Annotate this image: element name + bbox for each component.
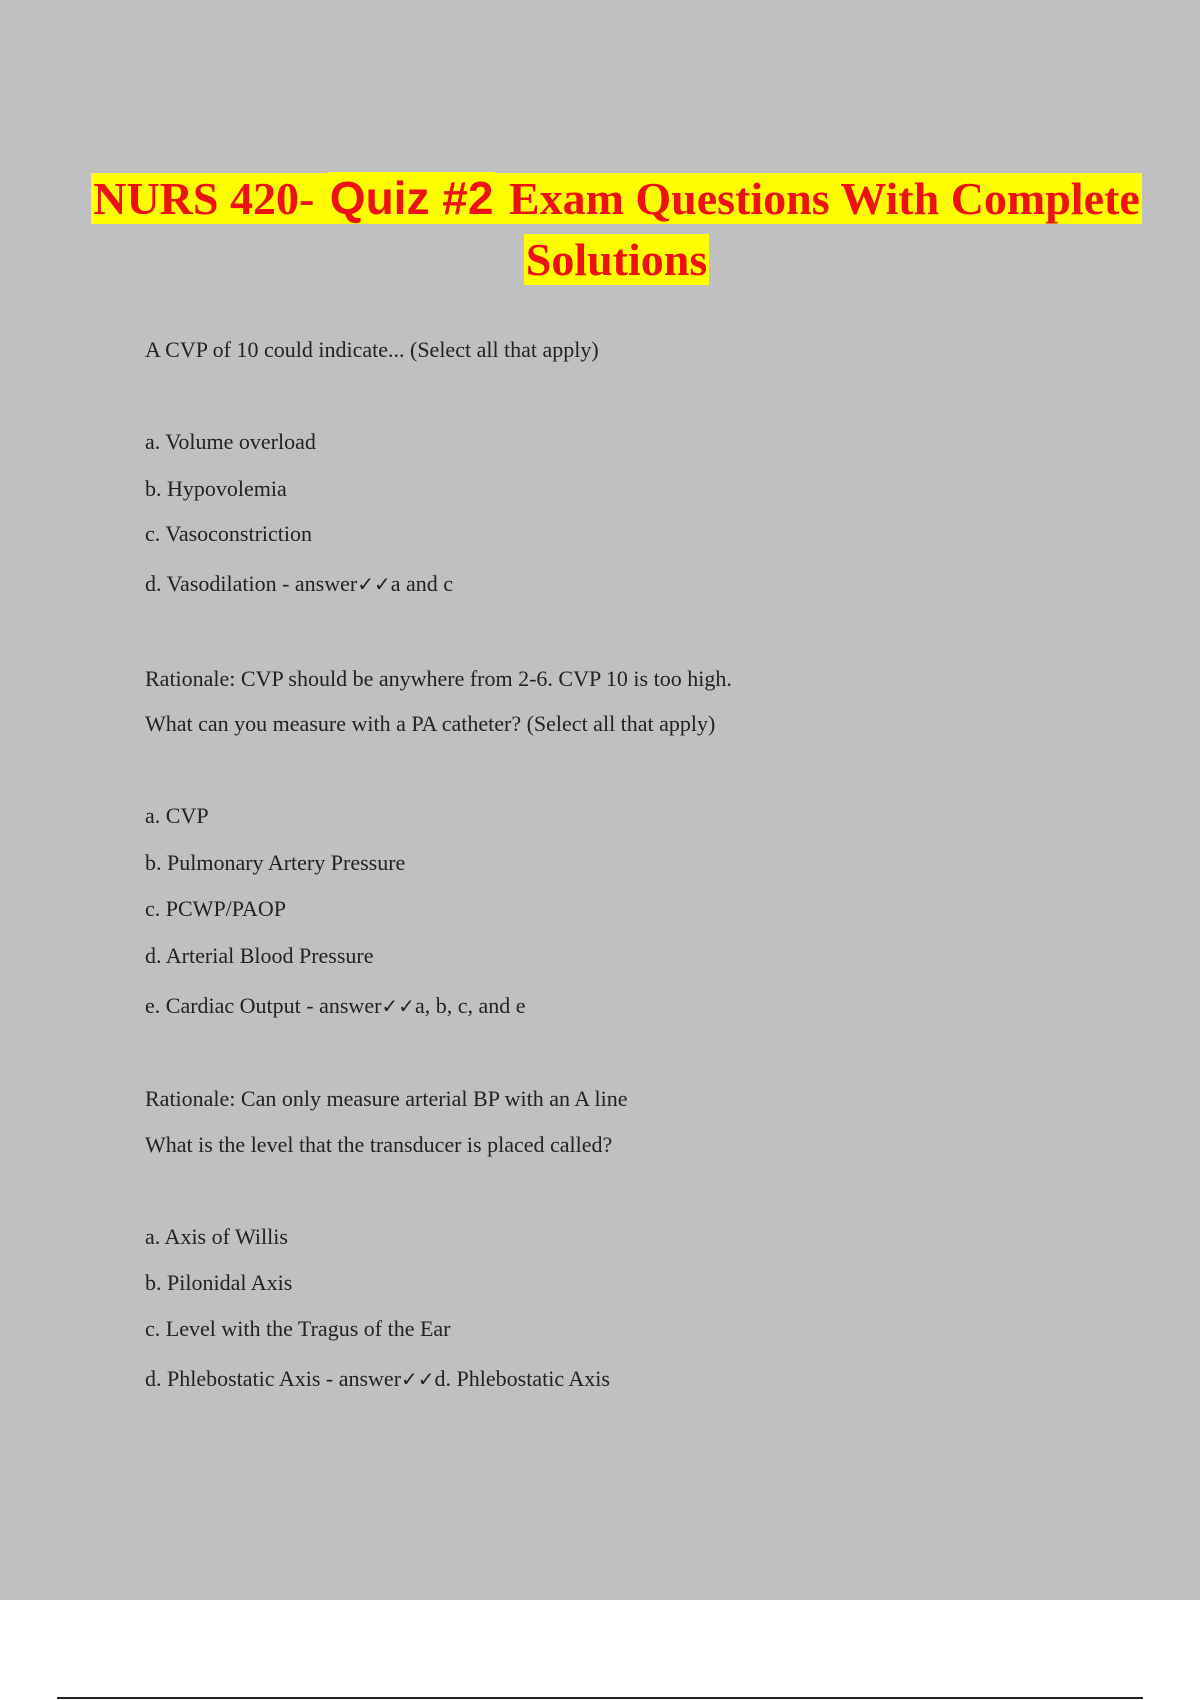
answer-option: d. Arterial Blood Pressure [145,943,374,968]
question-prompt: What can you measure with a PA catheter? (Select all that apply) [145,711,716,736]
answer-option: e. Cardiac Output - answer [145,993,382,1018]
answer-option: c. Level with the Tragus of the Ear [145,1316,451,1341]
answer-option: d. Phlebostatic Axis - answer [145,1366,402,1391]
answer-option: b. Pulmonary Artery Pressure [145,850,406,875]
answer-text: d. Phlebostatic Axis [434,1366,610,1391]
question-prompt: What is the level that the transducer is placed called? [145,1132,613,1157]
answer-option: a. Volume overload [145,429,316,454]
document-title [0,168,1200,290]
answer-option: a. Axis of Willis [145,1224,288,1249]
checkmark-icon: ✓✓ [401,1367,435,1391]
title-part-1: NURS 420- [93,173,326,224]
question-prompt: A CVP of 10 could indicate... (Select all that apply) [145,337,599,362]
answer-option: b. Hypovolemia [145,476,287,501]
checkmark-icon: ✓✓ [381,994,415,1018]
answer-option: a. CVP [145,803,209,828]
answer-option: c. Vasoconstriction [145,521,313,546]
answer-option: d. Vasodilation - answer [145,571,358,596]
title-part-2: Quiz #2 [329,172,494,224]
answer-line [145,571,453,597]
rationale-text: Rationale: CVP should be anywhere from 2-6. CVP 10 is too high. [145,666,732,691]
answer-line [145,1366,610,1392]
answer-text: a, b, c, and e [414,993,526,1018]
answer-option: b. Pilonidal Axis [145,1270,293,1295]
footer-divider [57,1697,1143,1699]
answer-option: c. PCWP/PAOP [145,896,287,921]
checkmark-icon: ✓✓ [357,572,391,596]
rationale-text: Rationale: Can only measure arterial BP with an A line [145,1086,628,1111]
answer-text: a and c [390,571,454,596]
title-part-3: Exam Questions With Complete Solutions [497,173,1140,285]
answer-line [145,993,526,1019]
